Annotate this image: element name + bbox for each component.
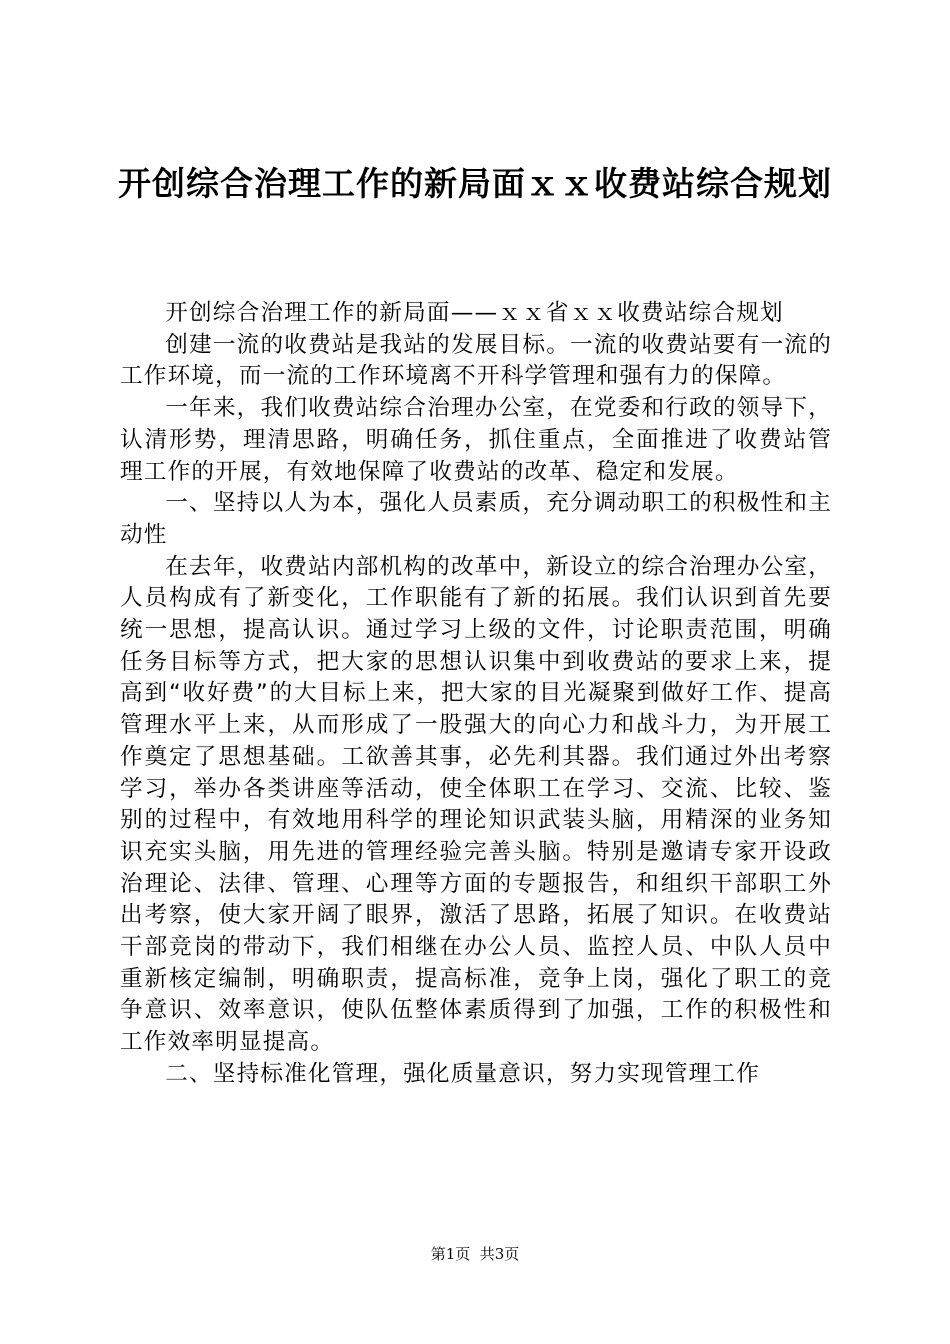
- body-paragraph: 一年来，我们收费站综合治理办公室，在党委和行政的领导下，认清形势，理清思路，明确任务，抓住重点，全面推进了收费站管理工作的开展，有效地保障了收费站的改革、稳定和发展。: [120, 395, 832, 485]
- body-paragraph: 在去年，收费站内部机构的改革中，新设立的综合治理办公室，人员构成有了新变化，工作职能有了新的拓展。我们认识到首先要统一思想，提高认识。通过学习上级的文件，讨论职责范围，明确任务目标等方式，把大家的思想认识集中到收费站的要求上来，提高到“收好费”的大目标上来，把大家的目光凝聚到做好工作、提高管理水平上来，从而形成了一股强大的向心力和战斗力，为开展工作奠定了思想基础。工欲善其事，必先利其器。我们通过外出考察学习，举办各类讲座等活动，使全体职工在学习、交流、比较、鉴别的过程中，有效地用科学的理论知识武装头脑，用精深的业务知识充实头脑，用先进的管理经验完善头脑。特别是邀请专家开设政治理论、法律、管理、心理等方面的专题报告，和组织干部职工外出考察，使大家开阔了眼界，激活了思路，拓展了知识。在收费站干部竞岗的带动下，我们相继在办公人员、监控人员、中队人员中重新核定编制，明确职责，提高标准，竞争上岗，强化了职工的竞争意识、效率意识，使队伍整体素质得到了加强，工作的积极性和工作效率明显提高。: [120, 553, 832, 1056]
- document-body: [120, 298, 832, 1091]
- document-title: 开创综合治理工作的新局面ｘｘ收费站综合规划: [118, 164, 832, 203]
- subtitle-paragraph: 开创综合治理工作的新局面——ｘｘ省ｘｘ收费站综合规划: [165, 300, 784, 326]
- page-number: 第1页 共3页: [430, 1245, 520, 1263]
- section-heading: 一、坚持以人为本，强化人员素质，充分调动职工的积极性和主动性: [120, 490, 832, 548]
- page-footer: [0, 1244, 950, 1264]
- section-heading: 二、坚持标准化管理，强化质量意识，努力实现管理工作: [165, 1060, 761, 1087]
- body-paragraph: 创建一流的收费站是我站的发展目标。一流的收费站要有一流的工作环境，而一流的工作环境离不开科学管理和强有力的保障。: [120, 331, 832, 390]
